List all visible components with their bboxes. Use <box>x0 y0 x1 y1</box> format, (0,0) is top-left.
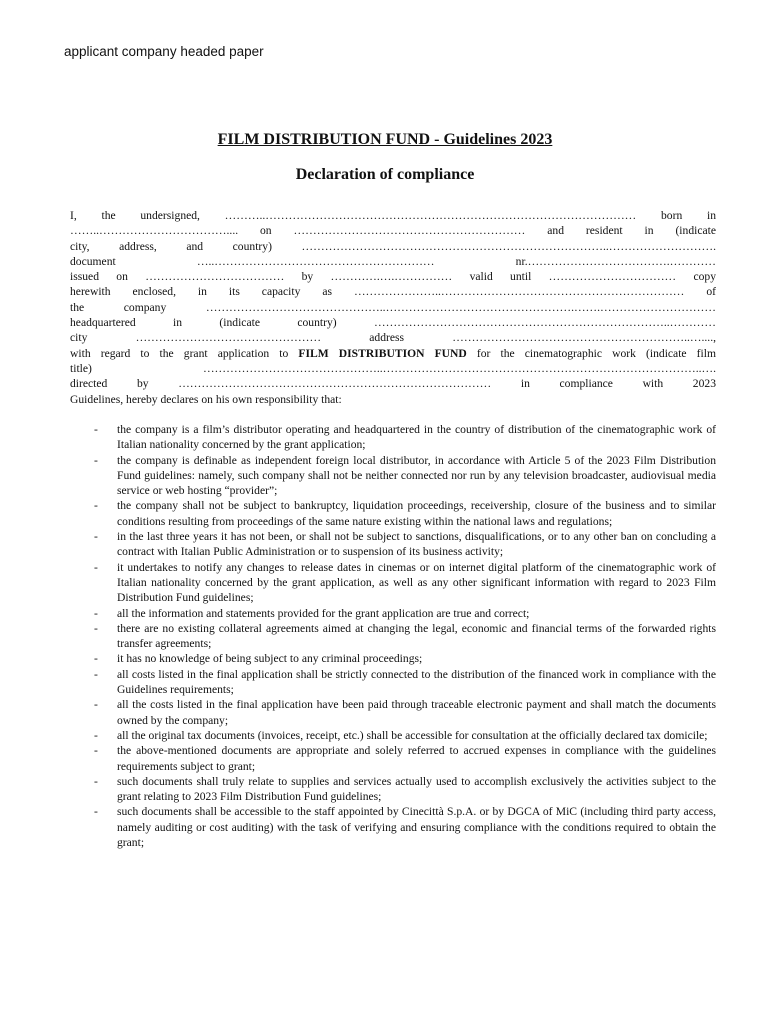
condition-text: all the information and statements provided for the grant application are true and correct; <box>117 606 530 620</box>
declaration-line: headquartered in (indicate country) …………………………………………………………………..………… <box>70 316 716 330</box>
condition-item <box>70 651 716 666</box>
condition-text: all costs listed in the final application shall be strictly connected to the distribution of the financed work in compliance with the Guidelines requirements; <box>117 667 716 697</box>
condition-text: it has no knowledge of being subject to any criminal proceedings; <box>117 652 423 666</box>
bullet-dash: - <box>94 667 98 681</box>
condition-text: the company is a film’s distributor operating and headquartered in the country of distribution of the cinematographic work of Italian nationality concerned by the grant application; <box>117 423 716 452</box>
document-subtitle: Declaration of compliance <box>295 166 475 183</box>
condition-item <box>70 743 716 774</box>
declaration-line: I, the undersigned, ………..…………………………………………………………………………………… born in <box>70 209 716 222</box>
bullet-dash: - <box>94 774 98 788</box>
film-title-line: title) ………………………………………..………………………………………………………………………..…. <box>70 361 716 375</box>
bullet-dash: - <box>94 423 98 436</box>
condition-item <box>70 774 716 805</box>
condition-item <box>70 621 716 652</box>
condition-text: all the costs listed in the final application have been paid through traceable electronic payment and shall match the documents owned by the company; <box>117 698 716 727</box>
condition-item <box>70 728 716 743</box>
header-note: applicant company headed paper <box>64 44 264 59</box>
condition-text: the company shall not be subject to bankruptcy, liquidation proceedings, receivership, closure of the business and to similar conditions resulting from proceedings of the same nature existing within the national laws and regulations; <box>117 499 716 528</box>
bullet-dash: - <box>94 652 98 666</box>
condition-text: there are no existing collateral agreements aimed at changing the legal, economic and financial terms of the forwarded rights transfer agreements; <box>117 621 716 651</box>
condition-item <box>70 697 716 728</box>
declaration-line: document …..………………………………………………… nr.……………………………….………… <box>70 254 716 268</box>
condition-text: in the last three years it has not been, or shall not be subject to sanctions, disqualifications, or to any other ban on concluding a contract with Italian Public Administration or to suspension of its business activity; <box>117 530 716 559</box>
condition-text: the company is definable as independent foreign local distributor, in accordance with Article 5 of the 2023 Film Distribution Fund guidelines: namely, such company shall not be neither connected nor run by any television broadcaster, audiovisual media service or web hosting “provider”; <box>117 453 716 498</box>
bullet-dash: - <box>94 560 98 574</box>
declaration-line: the company ………………………………………..………………………………………….…….………………………… <box>70 300 716 314</box>
grant-line <box>70 346 716 361</box>
declaration-line: issued on ……………………………… by ………….….…………… valid until …………………………… copy <box>70 270 716 284</box>
bullet-dash: - <box>94 530 98 544</box>
condition-item <box>70 453 716 499</box>
condition-text: such documents shall truly relate to supplies and services actually used to accomplish exclusively the activities subject to the grant relating to 2023 Film Distribution Fund guidelines; <box>117 774 716 804</box>
bullet-dash: - <box>94 728 98 742</box>
condition-item <box>70 422 716 453</box>
condition-text: such documents shall be accessible to the staff appointed by Cinecittà S.p.A. or by DGCA of MiC (including third party access, namely auditing or cost auditing) with the task of verifying and ensuring compliance with the conditions required to obtain the grant; <box>117 805 716 850</box>
document-title: FILM DISTRIBUTION FUND - Guidelines 2023 <box>217 131 553 148</box>
bullet-dash: - <box>94 453 98 467</box>
declaration-line: ……..…………………………….... on …………………………………………………… and resident in (indicate <box>70 224 716 238</box>
grant-line-pre: with regard to the grant application to <box>70 346 299 360</box>
declaration-paragraph <box>70 208 716 407</box>
condition-item <box>70 606 716 621</box>
condition-item <box>70 667 716 698</box>
declaration-line: city, address, and country) ……………………………………………………………………..………………………. <box>70 239 716 253</box>
bullet-dash: - <box>94 698 98 712</box>
declares-line: Guidelines, hereby declares on his own responsibility that: <box>70 392 342 406</box>
declaration-line: city ………………………………………… address ……………………………………………………..…...., <box>70 331 716 345</box>
fund-name: FILM DISTRIBUTION FUND <box>298 346 467 360</box>
bullet-dash: - <box>94 805 98 819</box>
conditions-list <box>70 422 716 850</box>
condition-item <box>70 804 716 850</box>
bullet-dash: - <box>94 744 98 758</box>
grant-line-post: for the cinematographic work (indicate film <box>466 346 716 360</box>
bullet-dash: - <box>94 499 98 513</box>
condition-text: the above-mentioned documents are appropriate and solely referred to accrued expenses in compliance with the guidelines requirements subject to grant; <box>117 744 716 773</box>
condition-text: all the original tax documents (invoices, receipt, etc.) shall be accessible for consultation at the officially declared tax domicile; <box>117 728 708 742</box>
condition-text: it undertakes to notify any changes to release dates in cinemas or on internet digital platform of the cinematographic work of Italian nationality concerned by the grant application, as well as any other significant information with regard to 2023 Film Distribution Fund guidelines; <box>117 560 716 605</box>
bullet-dash: - <box>94 621 98 635</box>
condition-item <box>70 498 716 529</box>
bullet-dash: - <box>94 606 98 620</box>
condition-item <box>70 529 716 560</box>
directed-by-line: directed by ……………………………………………………………………… in compliance with 2023 <box>70 377 716 391</box>
declaration-line: herewith enclosed, in its capacity as …………………..……………………………………………………… of <box>70 285 716 299</box>
condition-item <box>70 560 716 606</box>
